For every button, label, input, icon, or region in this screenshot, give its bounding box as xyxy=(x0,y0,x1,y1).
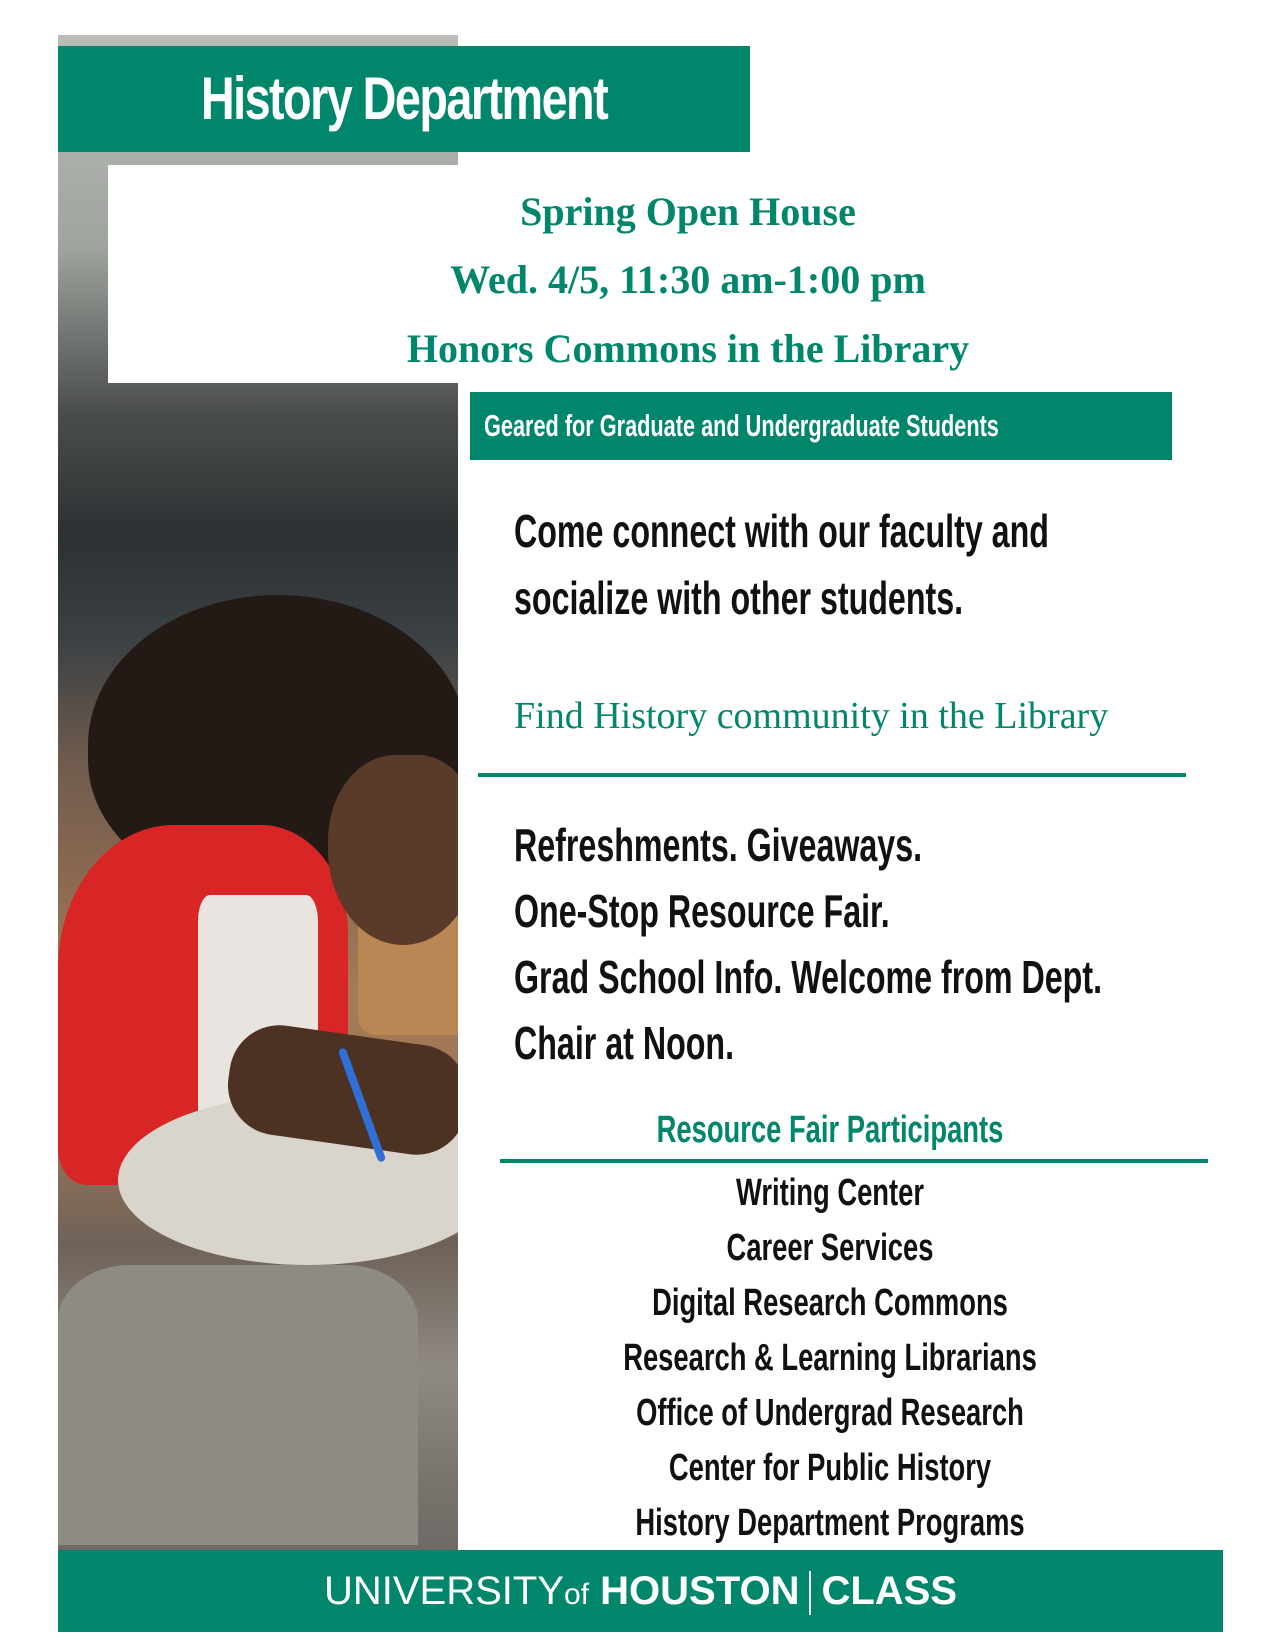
perk-item: One-Stop Resource Fair. xyxy=(514,885,890,937)
resource-fair-heading: Resource Fair Participants xyxy=(656,1109,1004,1151)
participant-item: Center for Public History xyxy=(668,1447,992,1489)
event-name: Spring Open House xyxy=(520,189,856,234)
logo-houston: HOUSTON xyxy=(600,1569,800,1613)
participant-item: History Department Programs xyxy=(635,1502,1025,1544)
university-logo xyxy=(58,1550,1223,1632)
logo-college: CLASS xyxy=(821,1569,958,1613)
logo-separator xyxy=(809,1571,811,1615)
event-location: Honors Commons in the Library xyxy=(406,326,970,371)
audience-text: Geared for Graduate and Undergraduate Students xyxy=(484,408,999,443)
participant-item: Research & Learning Librarians xyxy=(623,1337,1037,1379)
intro-text: Come connect with our faculty and socialize with other students. xyxy=(514,505,1049,624)
event-datetime: Wed. 4/5, 11:30 am-1:00 pm xyxy=(450,257,926,302)
perk-item: Chair at Noon. xyxy=(514,1017,735,1069)
department-title: History Department xyxy=(200,65,608,132)
face-shape xyxy=(328,755,458,945)
pants-shape xyxy=(58,1265,418,1545)
perks-list xyxy=(514,812,1144,1076)
divider xyxy=(478,773,1186,777)
logo-of: of xyxy=(564,1578,590,1611)
participant-item: Writing Center xyxy=(736,1172,924,1214)
participant-item: Office of Undergrad Research xyxy=(636,1392,1024,1434)
logo-university: UNIVERSITY xyxy=(323,1569,565,1613)
tagline-text: Find History community in the Library xyxy=(514,695,1109,737)
participant-item: Digital Research Commons xyxy=(652,1282,1008,1324)
perk-item: Grad School Info. Welcome from Dept. xyxy=(514,951,1103,1003)
divider xyxy=(500,1159,1208,1163)
resource-fair-list xyxy=(592,1166,1067,1551)
participant-item: Career Services xyxy=(726,1227,934,1269)
perk-item: Refreshments. Giveaways. xyxy=(514,819,923,871)
